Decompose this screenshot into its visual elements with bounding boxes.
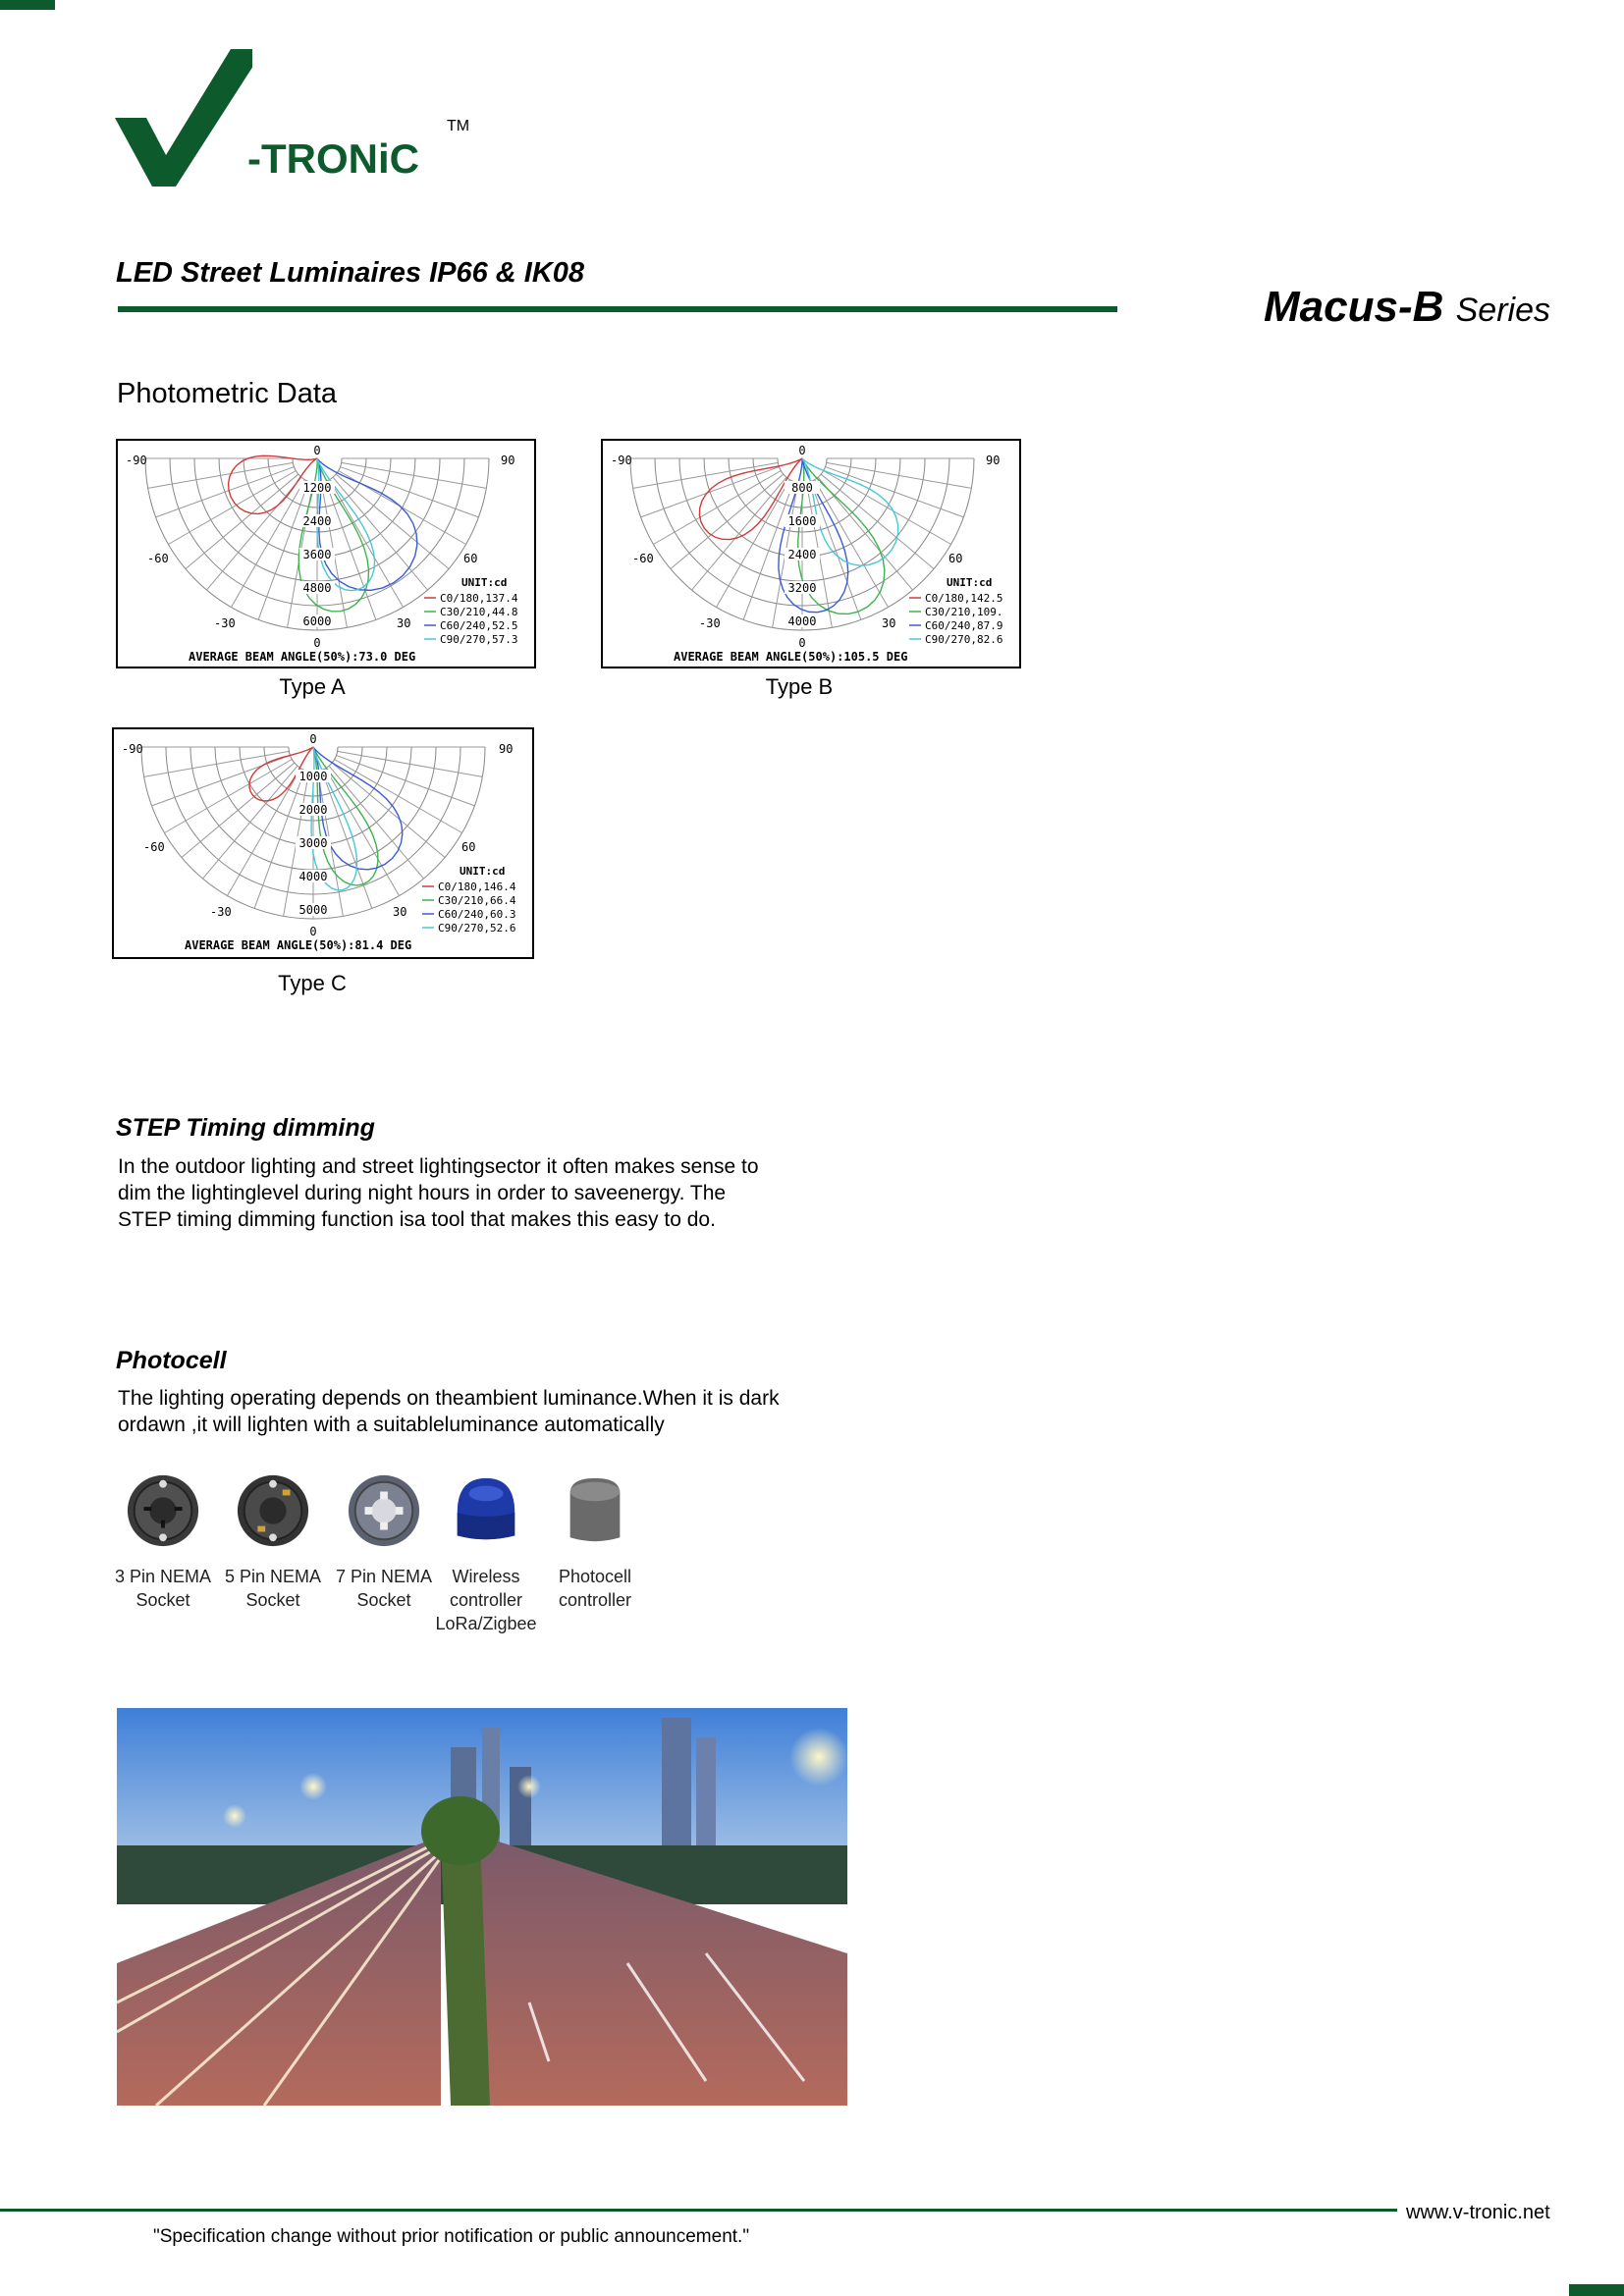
intensity-curve: [699, 458, 802, 540]
polar-caption-type-a: Type A: [279, 674, 346, 699]
beam-angle-label: AVERAGE BEAM ANGLE(50%):73.0 DEG: [189, 650, 416, 664]
street-night-photo: [117, 1708, 847, 2106]
step-dimming-description: [118, 1153, 864, 1233]
polar-chart-type-b: [601, 439, 1021, 668]
angle-label-bottom: 0: [798, 636, 806, 650]
brand-name: -TRONiC: [247, 135, 419, 182]
device-5pin-nema: 5 Pin NEMA Socket: [214, 1472, 332, 1612]
nema-5pin-socket-icon: [235, 1472, 311, 1549]
series-word: Series: [1455, 292, 1550, 329]
radial-label: 3000: [298, 836, 328, 850]
polar-chart-type-c: [112, 727, 534, 959]
angle-label: -90: [122, 742, 143, 756]
header-divider: [118, 306, 1117, 312]
document-title: LED Street Luminaires IP66 & IK08: [116, 257, 585, 289]
polar-diagram: [114, 729, 532, 957]
step-dimming-title: STEP Timing dimming: [116, 1114, 375, 1142]
brand-logo: [115, 49, 488, 196]
angle-label: -30: [210, 905, 232, 919]
footer-divider: [0, 2209, 1397, 2212]
legend-entry: C30/210,109.: [925, 606, 1003, 618]
polar-chart-type-a: [116, 439, 536, 668]
radial-label: 4000: [787, 614, 817, 628]
device-7pin-nema: 7 Pin NEMA Socket: [325, 1472, 443, 1612]
angle-label: -60: [147, 552, 169, 565]
legend-entry: C90/270,82.6: [925, 633, 1003, 646]
trademark-mark: TM: [447, 118, 470, 134]
angle-label-bottom: 0: [313, 636, 321, 650]
beam-angle-label: AVERAGE BEAM ANGLE(50%):81.4 DEG: [185, 938, 412, 952]
polar-caption-type-c: Type C: [278, 971, 347, 995]
radial-label: 800: [791, 481, 813, 495]
radial-label: 4800: [302, 581, 332, 595]
angle-label: 30: [397, 616, 411, 630]
series-name: Macus-B: [1264, 283, 1444, 331]
angle-label: -90: [611, 454, 632, 467]
corner-tab-top: [0, 0, 55, 10]
nema-7pin-socket-icon: [346, 1472, 422, 1549]
angle-label-top: 0: [313, 444, 321, 457]
disclaimer-note: "Specification change without prior notification or public announcement.": [153, 2226, 750, 2247]
polar-caption-type-b: Type B: [765, 674, 834, 699]
photocell-title: Photocell: [116, 1347, 227, 1374]
radial-label: 1600: [787, 514, 817, 528]
step-dimming-line: In the outdoor lighting and street lightingsector it often makes sense to: [118, 1155, 759, 1178]
angle-label: 90: [499, 742, 514, 756]
device-photocell-controller: Photocell controller: [536, 1472, 654, 1612]
series-title: [1264, 283, 1550, 332]
radial-label: 3600: [302, 548, 332, 561]
angle-label-bottom: 0: [309, 925, 317, 938]
radial-label: 6000: [302, 614, 332, 628]
nema-3pin-socket-icon: [125, 1472, 201, 1549]
legend-entry: C30/210,44.8: [440, 606, 518, 618]
angle-label: 30: [393, 905, 407, 919]
radial-label: 2000: [298, 803, 328, 817]
angle-label: -90: [126, 454, 147, 467]
angle-label: 60: [463, 552, 478, 565]
angle-label: -60: [143, 840, 165, 854]
step-dimming-line: dim the lightinglevel during night hours in order to saveenergy. The: [118, 1182, 727, 1204]
website-link[interactable]: www.v-tronic.net: [1406, 2202, 1550, 2223]
legend-entry: C0/180,137.4: [440, 592, 518, 605]
legend-entry: C60/240,60.3: [438, 908, 516, 921]
legend-entry: C60/240,52.5: [440, 619, 518, 632]
radial-label: 2400: [302, 514, 332, 528]
device-wireless-controller: Wireless controller LoRa/Zigbee: [427, 1472, 545, 1635]
corner-tab-bottom: [1569, 2284, 1624, 2296]
radial-label: 1200: [302, 481, 332, 495]
step-dimming-line: STEP timing dimming function isa tool that makes this easy to do.: [118, 1208, 716, 1231]
radial-label: 2400: [787, 548, 817, 561]
angle-label: -60: [632, 552, 654, 565]
radial-label: 4000: [298, 870, 328, 883]
legend-entry: C60/240,87.9: [925, 619, 1003, 632]
angle-label-top: 0: [798, 444, 806, 457]
legend-entry: C90/270,52.6: [438, 922, 516, 934]
angle-label: -30: [214, 616, 236, 630]
polar-diagram: [118, 441, 534, 667]
polar-diagram: [603, 441, 1019, 667]
angle-label: 30: [882, 616, 896, 630]
unit-label: UNIT:cd: [461, 576, 508, 589]
radial-label: 5000: [298, 903, 328, 917]
street-scene-image: [117, 1708, 847, 2106]
angle-label: 60: [948, 552, 963, 565]
checkmark-logo-icon: [115, 49, 252, 191]
angle-label: 60: [461, 840, 476, 854]
photocell-controller-icon: [557, 1472, 633, 1549]
angle-label: 90: [986, 454, 1001, 467]
beam-angle-label: AVERAGE BEAM ANGLE(50%):105.5 DEG: [674, 650, 908, 664]
radial-label: 1000: [298, 770, 328, 783]
legend-entry: C0/180,142.5: [925, 592, 1003, 605]
photocell-description: [118, 1385, 864, 1438]
device-3pin-nema: 3 Pin NEMA Socket: [104, 1472, 222, 1612]
angle-label-top: 0: [309, 732, 317, 746]
photocell-line: The lighting operating depends on theambient luminance.When it is dark: [118, 1387, 780, 1410]
unit-label: UNIT:cd: [460, 865, 506, 878]
unit-label: UNIT:cd: [947, 576, 993, 589]
photometric-section-title: Photometric Data: [117, 378, 338, 409]
wireless-controller-icon: [448, 1472, 524, 1549]
photocell-line: ordawn ,it will lighten with a suitableluminance automatically: [118, 1414, 665, 1436]
legend-entry: C0/180,146.4: [438, 881, 516, 893]
radial-label: 3200: [787, 581, 817, 595]
angle-label: -30: [699, 616, 721, 630]
angle-label: 90: [501, 454, 515, 467]
legend-entry: C90/270,57.3: [440, 633, 518, 646]
legend-entry: C30/210,66.4: [438, 894, 516, 907]
